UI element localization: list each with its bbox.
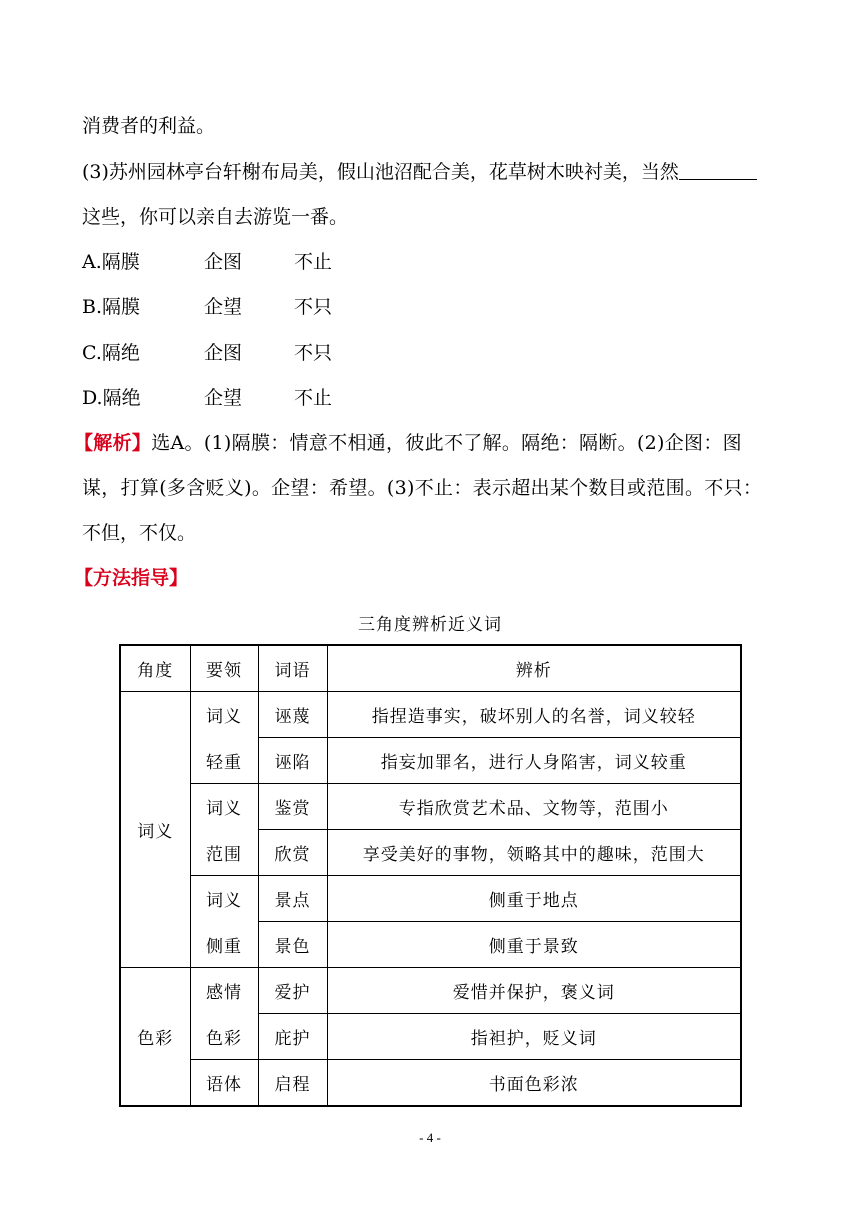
word-cell: 诬陷 — [258, 738, 327, 784]
option-c: C.隔绝 企图 不只 — [82, 342, 333, 364]
table-row — [120, 738, 741, 784]
text-line-1: 消费者的利益。 — [82, 115, 216, 137]
option-b: B.隔膜 企望 不只 — [82, 296, 333, 318]
method-tag: 【方法指导】 — [74, 567, 189, 589]
text-line-2 — [82, 160, 757, 184]
option-a: A.隔膜 企图 不止 — [82, 251, 333, 273]
key-cell: 词义 — [190, 692, 258, 738]
text-line-3: 这些，你可以亲自去游览一番。 — [82, 206, 349, 228]
word-cell: 欣赏 — [258, 830, 327, 876]
analysis-cell: 侧重于地点 — [327, 876, 741, 922]
word-cell: 景点 — [258, 876, 327, 922]
analysis-cell: 指袒护，贬义词 — [327, 1014, 741, 1060]
analysis-cell: 专指欣赏艺术品、文物等，范围小 — [327, 784, 741, 830]
key-cell: 侧重 — [190, 922, 258, 968]
header-key: 要领 — [190, 645, 258, 692]
analysis-cell: 指捏造事实，破坏别人的名誉，词义较轻 — [327, 692, 741, 738]
header-word: 词语 — [258, 645, 327, 692]
synonym-table — [119, 644, 742, 1107]
table-row — [120, 922, 741, 968]
fill-blank — [679, 161, 757, 180]
key-cell: 色彩 — [190, 1014, 258, 1060]
word-cell: 庇护 — [258, 1014, 327, 1060]
question-3-text: (3)苏州园林亭台轩榭布局美，假山池沼配合美，花草树木映衬美，当然 — [82, 161, 679, 183]
table-row — [120, 876, 741, 922]
option-d: D.隔绝 企望 不止 — [82, 387, 333, 409]
analysis-cell: 指妄加罪名，进行人身陷害，词义较重 — [327, 738, 741, 784]
analysis-line-2: 谋，打算(多含贬义)。企望：希望。(3)不止：表示超出某个数目或范围。不只： — [82, 477, 763, 499]
table-row — [120, 784, 741, 830]
analysis-cell: 书面色彩浓 — [327, 1060, 741, 1107]
word-cell: 诬蔑 — [258, 692, 327, 738]
word-cell: 爱护 — [258, 968, 327, 1014]
table-row — [120, 1014, 741, 1060]
key-cell: 词义 — [190, 784, 258, 830]
word-cell: 启程 — [258, 1060, 327, 1107]
key-cell: 词义 — [190, 876, 258, 922]
table-row — [120, 968, 741, 1014]
header-angle: 角度 — [120, 645, 190, 692]
analysis-line-1: 【解析】选A。(1)隔膜：情意不相通，彼此不了解。隔绝：隔断。(2)企图：图 — [74, 432, 742, 454]
table-row — [120, 692, 741, 738]
key-cell: 语体 — [190, 1060, 258, 1107]
analysis-line-3: 不但，不仅。 — [82, 522, 197, 544]
table-title: 三角度辨析近义词 — [358, 615, 502, 635]
table-row — [120, 1060, 741, 1107]
table-header-row — [120, 645, 741, 692]
analysis-cell: 享受美好的事物，领略其中的趣味，范围大 — [327, 830, 741, 876]
analysis-cell: 侧重于景致 — [327, 922, 741, 968]
page-number: - 4 - — [419, 1130, 441, 1145]
table-row — [120, 830, 741, 876]
angle-cell-color: 色彩 — [120, 968, 190, 1107]
analysis-tag: 【解析】 — [74, 432, 152, 454]
word-cell: 景色 — [258, 922, 327, 968]
word-cell: 鉴赏 — [258, 784, 327, 830]
key-cell: 范围 — [190, 830, 258, 876]
analysis-cell: 爱惜并保护，褒义词 — [327, 968, 741, 1014]
angle-cell-meaning: 词义 — [120, 692, 190, 968]
key-cell: 轻重 — [190, 738, 258, 784]
key-cell: 感情 — [190, 968, 258, 1014]
header-analysis: 辨析 — [327, 645, 741, 692]
